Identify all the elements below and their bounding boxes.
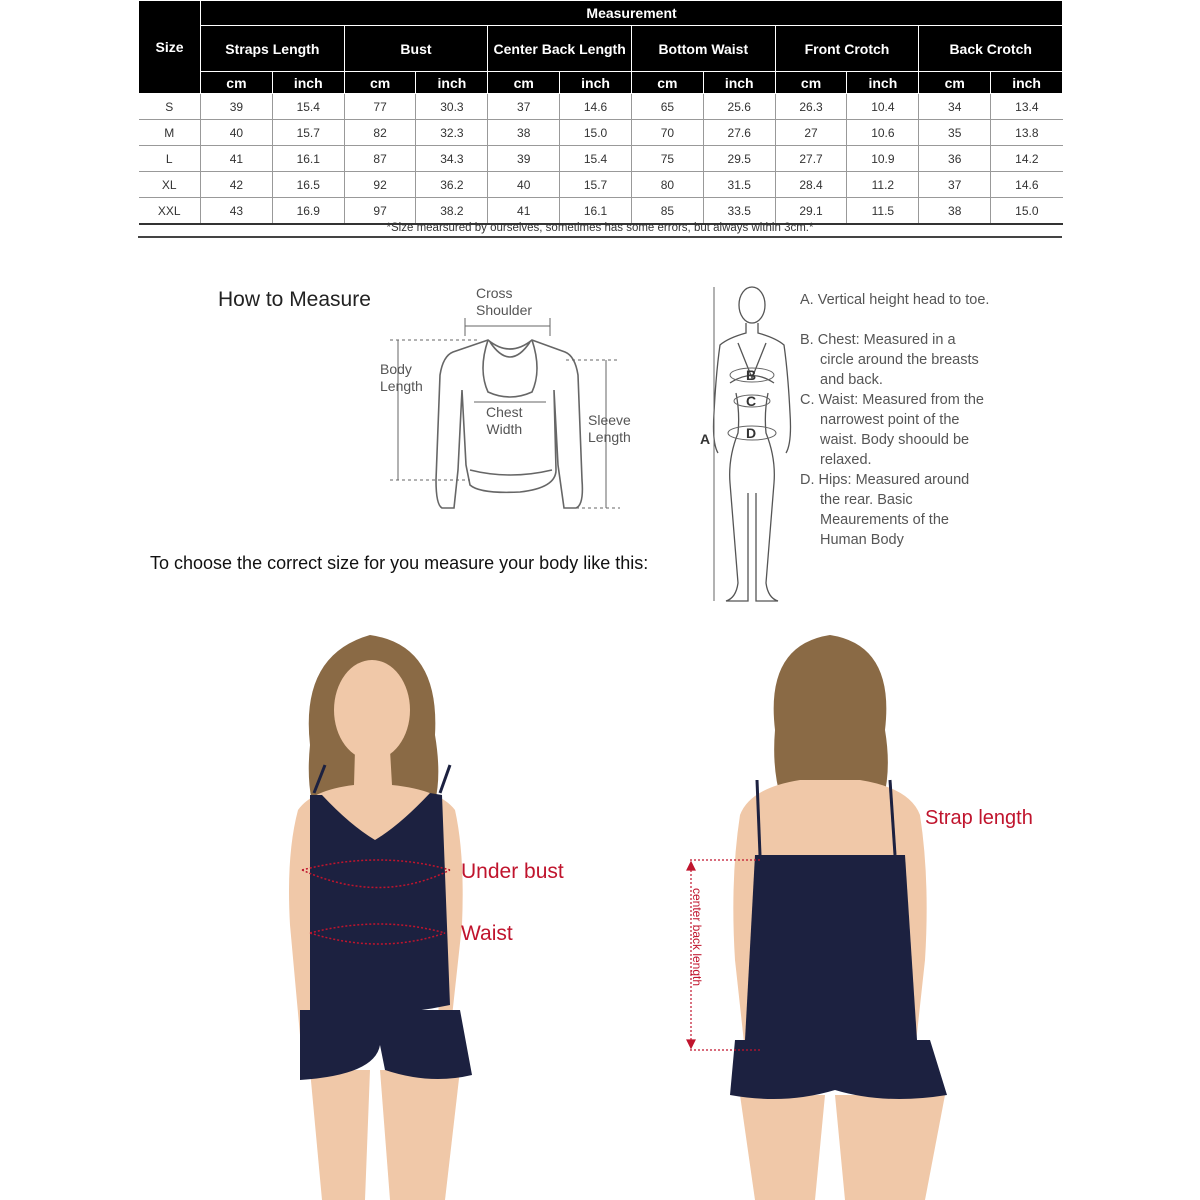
definition-a: A. Vertical height head to toe. xyxy=(800,292,990,308)
strap-length-label: Strap length xyxy=(925,807,1033,829)
size-chart-table xyxy=(138,0,1063,225)
value-cell: 77 xyxy=(344,94,416,120)
column-header: Bust xyxy=(344,26,488,72)
column-header: Back Crotch xyxy=(919,26,1063,72)
marker-a: A xyxy=(700,431,711,447)
value-cell: 16.5 xyxy=(272,172,344,198)
value-cell: 16.9 xyxy=(272,198,344,225)
size-cell: XXL xyxy=(139,198,201,225)
value-cell: 32.3 xyxy=(416,120,488,146)
body-length-label: Body Length xyxy=(380,361,423,394)
size-note: *Size mearsured by ourselves, sometimes has some errors, but always within 3cm.* xyxy=(138,221,1062,238)
value-cell: 40 xyxy=(488,172,560,198)
value-cell: 27.6 xyxy=(703,120,775,146)
cross-shoulder-label: Cross Shoulder xyxy=(476,285,533,318)
value-cell: 70 xyxy=(631,120,703,146)
value-cell: 13.4 xyxy=(991,94,1063,120)
measurement-definitions xyxy=(800,290,990,550)
value-cell: 27.7 xyxy=(775,146,847,172)
value-cell: 27 xyxy=(775,120,847,146)
value-cell: 15.7 xyxy=(272,120,344,146)
marker-d: D xyxy=(746,425,757,441)
size-cell: M xyxy=(139,120,201,146)
definition-c: C. Waist: Measured from the narrowest point of the waist. Body shoould be relaxed. xyxy=(800,392,984,468)
value-cell: 36 xyxy=(919,146,991,172)
value-cell: 11.5 xyxy=(847,198,919,225)
marker-b: B xyxy=(746,367,757,383)
unit-cm-header: cm xyxy=(919,72,991,94)
back-model-photo xyxy=(685,630,965,1200)
definition-d: D. Hips: Measured around the rear. Basic Meaurements of the Human Body xyxy=(800,472,970,548)
unit-inch-header: inch xyxy=(703,72,775,94)
value-cell: 92 xyxy=(344,172,416,198)
value-cell: 35 xyxy=(919,120,991,146)
measurement-header: Measurement xyxy=(201,1,1063,26)
value-cell: 38 xyxy=(488,120,560,146)
chest-width-label: Chest Width xyxy=(486,404,523,437)
size-header: Size xyxy=(139,1,201,94)
value-cell: 14.6 xyxy=(991,172,1063,198)
unit-inch-header: inch xyxy=(847,72,919,94)
value-cell: 15.0 xyxy=(991,198,1063,225)
value-cell: 39 xyxy=(201,94,273,120)
marker-c: C xyxy=(746,393,757,409)
value-cell: 82 xyxy=(344,120,416,146)
value-cell: 80 xyxy=(631,172,703,198)
unit-inch-header: inch xyxy=(272,72,344,94)
value-cell: 97 xyxy=(344,198,416,225)
value-cell: 38 xyxy=(919,198,991,225)
value-cell: 11.2 xyxy=(847,172,919,198)
value-cell: 28.4 xyxy=(775,172,847,198)
value-cell: 10.4 xyxy=(847,94,919,120)
size-cell: XL xyxy=(139,172,201,198)
unit-cm-header: cm xyxy=(488,72,560,94)
value-cell: 34 xyxy=(919,94,991,120)
unit-inch-header: inch xyxy=(991,72,1063,94)
unit-inch-header: inch xyxy=(416,72,488,94)
size-cell: S xyxy=(139,94,201,120)
value-cell: 10.6 xyxy=(847,120,919,146)
definition-b: B. Chest: Measured in a circle around the breasts and back. xyxy=(800,332,979,388)
value-cell: 40 xyxy=(201,120,273,146)
value-cell: 14.6 xyxy=(560,94,632,120)
value-cell: 16.1 xyxy=(560,198,632,225)
value-cell: 43 xyxy=(201,198,273,225)
value-cell: 14.2 xyxy=(991,146,1063,172)
value-cell: 34.3 xyxy=(416,146,488,172)
table-row xyxy=(139,120,1063,146)
table-row xyxy=(139,94,1063,120)
sleeve-length-label: Sleeve Length xyxy=(588,412,631,445)
value-cell: 33.5 xyxy=(703,198,775,225)
value-cell: 85 xyxy=(631,198,703,225)
value-cell: 39 xyxy=(488,146,560,172)
value-cell: 30.3 xyxy=(416,94,488,120)
value-cell: 15.4 xyxy=(560,146,632,172)
value-cell: 75 xyxy=(631,146,703,172)
unit-cm-header: cm xyxy=(201,72,273,94)
unit-cm-header: cm xyxy=(344,72,416,94)
value-cell: 15.4 xyxy=(272,94,344,120)
instruction-text: To choose the correct size for you measure your body like this: xyxy=(150,553,649,573)
value-cell: 41 xyxy=(201,146,273,172)
value-cell: 16.1 xyxy=(272,146,344,172)
size-cell: L xyxy=(139,146,201,172)
value-cell: 26.3 xyxy=(775,94,847,120)
table-row xyxy=(139,146,1063,172)
under-bust-label: Under bust xyxy=(461,860,564,883)
value-cell: 38.2 xyxy=(416,198,488,225)
value-cell: 36.2 xyxy=(416,172,488,198)
body-figure-diagram xyxy=(698,283,798,618)
column-header: Front Crotch xyxy=(775,26,919,72)
value-cell: 31.5 xyxy=(703,172,775,198)
value-cell: 25.6 xyxy=(703,94,775,120)
value-cell: 29.1 xyxy=(775,198,847,225)
value-cell: 87 xyxy=(344,146,416,172)
how-to-measure-title: How to Measure xyxy=(218,288,371,311)
value-cell: 15.7 xyxy=(560,172,632,198)
value-cell: 15.0 xyxy=(560,120,632,146)
value-cell: 37 xyxy=(488,94,560,120)
value-cell: 13.8 xyxy=(991,120,1063,146)
unit-inch-header: inch xyxy=(560,72,632,94)
center-back-length-label: center back length xyxy=(690,887,704,987)
value-cell: 41 xyxy=(488,198,560,225)
unit-cm-header: cm xyxy=(775,72,847,94)
value-cell: 10.9 xyxy=(847,146,919,172)
column-header: Bottom Waist xyxy=(631,26,775,72)
waist-label: Waist xyxy=(461,922,513,945)
column-header: Center Back Length xyxy=(488,26,632,72)
front-model-photo xyxy=(250,625,510,1200)
table-row xyxy=(139,172,1063,198)
value-cell: 42 xyxy=(201,172,273,198)
value-cell: 65 xyxy=(631,94,703,120)
value-cell: 29.5 xyxy=(703,146,775,172)
column-header: Straps Length xyxy=(201,26,345,72)
value-cell: 37 xyxy=(919,172,991,198)
unit-cm-header: cm xyxy=(631,72,703,94)
